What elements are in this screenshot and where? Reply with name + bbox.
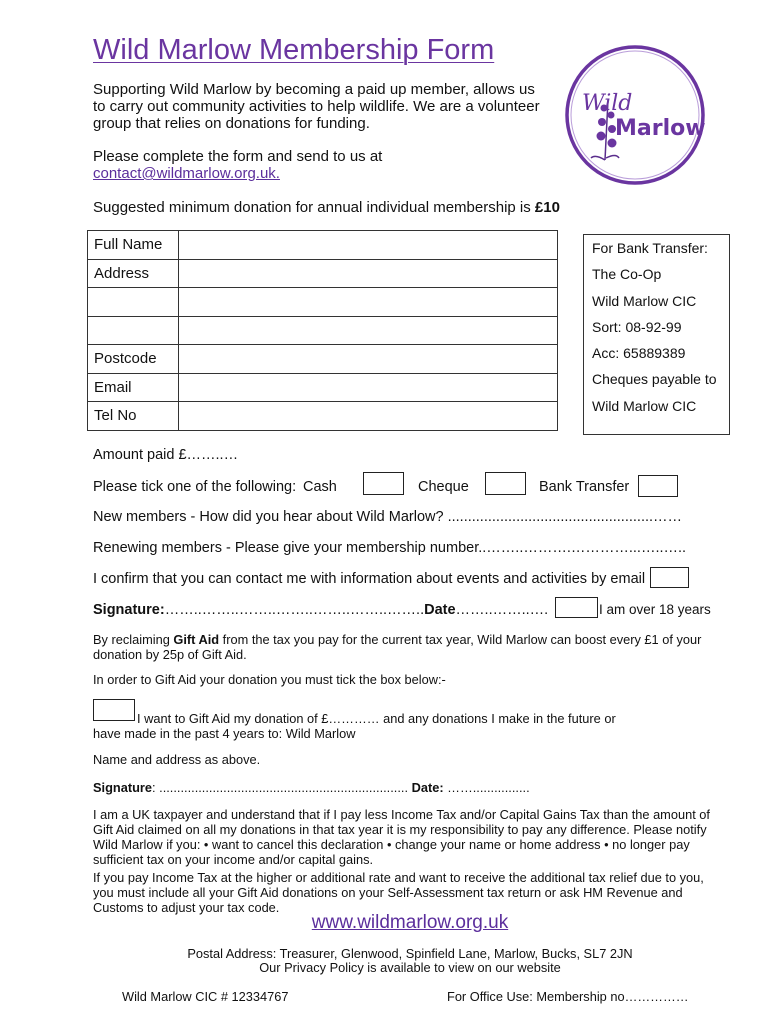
giftaid-declaration-2: have made in the past 4 years to: Wild Marlow: [93, 726, 356, 741]
date-label-2: Date:: [411, 780, 444, 795]
giftaid-checkbox[interactable]: [93, 699, 135, 721]
website-link[interactable]: www.wildmarlow.org.uk: [311, 912, 509, 933]
cheque-checkbox[interactable]: [485, 472, 526, 495]
row-label: [88, 316, 179, 345]
signature-label-2: Signature: [93, 780, 153, 795]
row-label: Tel No: [88, 402, 179, 431]
page-title: Wild Marlow Membership Form: [93, 34, 495, 66]
bank-transfer-checkbox[interactable]: [638, 475, 678, 497]
row-label: Email: [88, 373, 179, 402]
email-field[interactable]: [179, 374, 557, 400]
over-18-checkbox[interactable]: [555, 597, 598, 618]
table-row: [88, 231, 558, 260]
bank-transfer-box: [583, 234, 730, 435]
giftaid-signature-line: [93, 780, 530, 795]
row-label: Address: [88, 259, 179, 288]
address-field-2[interactable]: [179, 289, 557, 315]
signature-dots[interactable]: ……..……..……..……..……..……..……..: [164, 602, 425, 618]
suggested-text: Suggested minimum donation for annual individual membership is: [93, 199, 535, 216]
new-members-question: New members - How did you hear about Wild Marlow? ...................................................……: [93, 509, 683, 525]
signature-line: [93, 602, 548, 618]
suggested-donation: [93, 199, 560, 216]
cash-checkbox[interactable]: [363, 472, 404, 495]
row-label: Full Name: [88, 231, 179, 260]
address-field-3[interactable]: [179, 317, 557, 343]
cash-label: Cash: [303, 479, 337, 495]
bank-line: For Bank Transfer:: [592, 240, 708, 256]
office-use: For Office Use: Membership no……………: [447, 989, 689, 1004]
cic-number: Wild Marlow CIC # 12334767: [122, 989, 289, 1004]
member-details-table: [87, 230, 558, 431]
table-row: [88, 345, 558, 374]
contact-consent-checkbox[interactable]: [650, 567, 689, 588]
suggested-amount: £10: [534, 199, 560, 216]
table-row: [88, 316, 558, 345]
taxpayer-paragraph: I am a UK taxpayer and understand that if I pay less Income Tax and/or Capital Gains Tax than the amount of Gift Aid claimed on all my donations in that tax year it is my responsibility to pay any difference. Please notify Wild Marlow if you: • want to cancel this declaration • change your name or home address • no longer pay sufficient tax on your income and/or capital gains.: [93, 807, 710, 867]
name-address-note: Name and address as above.: [93, 752, 261, 767]
giftaid-order-text: In order to Gift Aid your donation you must tick the box below:-: [93, 672, 446, 687]
logo-line2: Marlow: [615, 116, 706, 141]
table-row: [88, 373, 558, 402]
bank-line: Cheques payable to: [592, 371, 717, 388]
giftaid-text: By reclaiming: [93, 632, 174, 647]
date-dots-2[interactable]: ……................: [443, 780, 530, 795]
complete-text: Please complete the form and send to us at: [93, 148, 383, 165]
giftaid-bold: Gift Aid: [173, 632, 220, 647]
privacy-note: Our Privacy Policy is available to view on our website: [259, 960, 561, 975]
logo-line1: Wild: [582, 91, 633, 116]
amount-paid: Amount paid £……..…: [93, 447, 239, 463]
renewing-members-question: Renewing members - Please give your membership number..……..……….…………...…..…..: [93, 540, 687, 556]
date-dots[interactable]: ……..……..….: [455, 602, 549, 618]
cheque-label: Cheque: [418, 479, 469, 495]
postcode-field[interactable]: [179, 346, 557, 372]
giftaid-declaration-1: I want to Gift Aid my donation of £………… and any donations I make in the future or: [137, 711, 616, 726]
tick-prompt: Please tick one of the following:: [93, 479, 297, 495]
table-row: [88, 259, 558, 288]
tel-field[interactable]: [179, 403, 557, 429]
full-name-field[interactable]: [179, 232, 557, 258]
bank-line: The Co-Op: [592, 266, 662, 283]
over-18-label: I am over 18 years: [599, 602, 711, 617]
higher-rate-paragraph: If you pay Income Tax at the higher or additional rate and want to receive the additional tax relief due to you, you must include all your Gift Aid donations on your Self-Assessment tax return or ask HM Revenue and Customs to adjust your tax code.: [93, 870, 704, 915]
date-label: Date: [424, 602, 456, 618]
contact-email-link[interactable]: contact@wildmarlow.org.uk.: [93, 165, 280, 182]
address-field-1[interactable]: [179, 260, 557, 286]
postal-address: Postal Address: Treasurer, Glenwood, Spinfield Lane, Marlow, Bucks, SL7 2JN: [187, 946, 633, 961]
signature-label: Signature:: [93, 602, 165, 618]
signature-dots-2[interactable]: : ......................................................................: [152, 780, 409, 795]
giftaid-intro: [93, 632, 723, 662]
table-row: [88, 288, 558, 317]
intro-text: Supporting Wild Marlow by becoming a paid up member, allows us to carry out community activities to help wildlife. We are a volunteer group that relies on donations for funding.: [93, 81, 540, 132]
table-row: [88, 402, 558, 431]
bank-transfer-label: Bank Transfer: [539, 479, 630, 495]
complete-instructions: [93, 148, 382, 182]
bank-line: Sort: 08-92-99: [592, 318, 682, 335]
wild-marlow-logo: [560, 40, 710, 190]
row-label: Postcode: [88, 345, 179, 374]
contact-consent-text: I confirm that you can contact me with information about events and activities by email: [93, 571, 646, 587]
bank-line: Wild Marlow CIC: [592, 292, 697, 309]
bank-line: Wild Marlow CIC: [592, 397, 697, 414]
bank-line: Acc: 65889389: [592, 345, 686, 362]
giftaid-text-2: from the tax you pay for the current tax year, Wild Marlow can boost every £1 of your donation by 25p of Gift Aid.: [93, 632, 702, 662]
row-label: [88, 288, 179, 317]
